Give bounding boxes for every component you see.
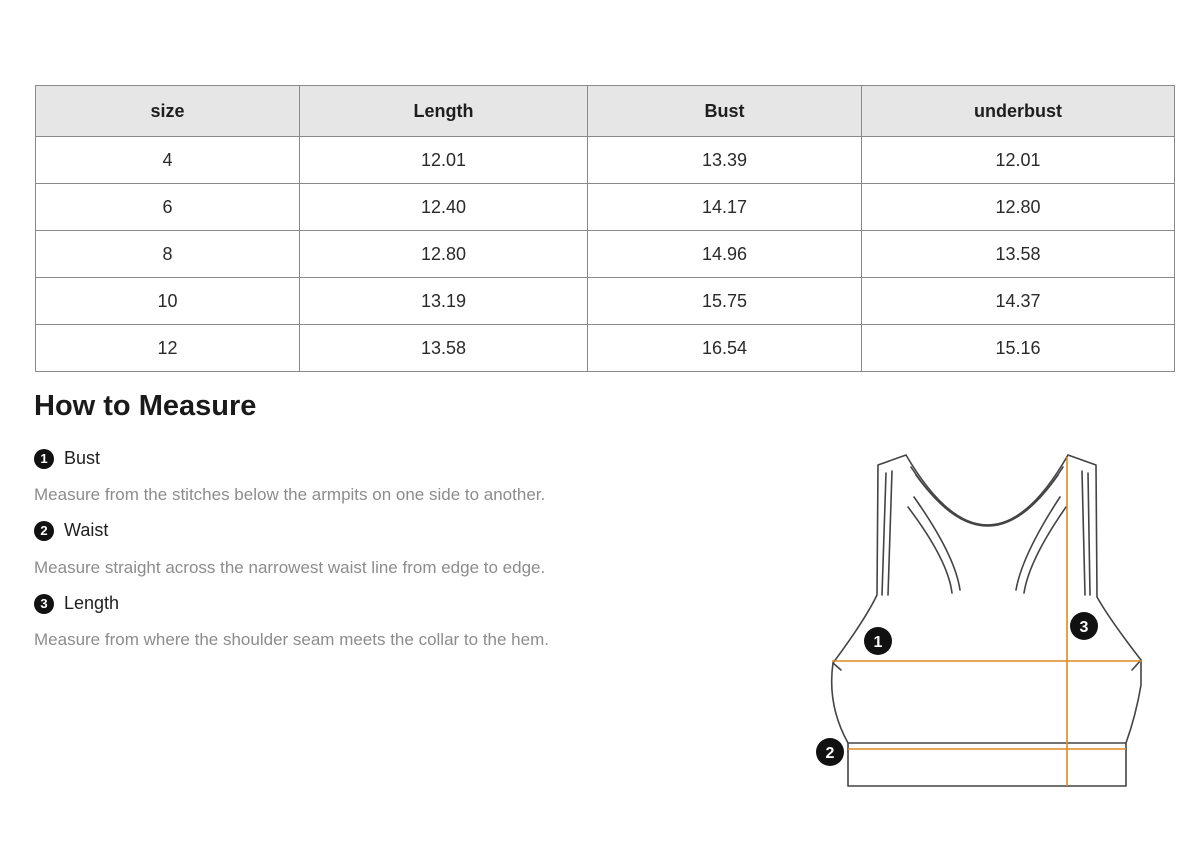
column-header-underbust: underbust [862, 86, 1175, 137]
step-bust [34, 448, 100, 469]
column-header-size: size [36, 86, 300, 137]
cell-size: 10 [36, 278, 300, 325]
cell-underbust: 14.37 [862, 278, 1175, 325]
marker-waist-label: 2 [825, 745, 835, 762]
cell-underbust: 15.16 [862, 325, 1175, 372]
step-waist [34, 520, 108, 541]
step-label: Bust [64, 448, 101, 468]
step-number-badge: 1 [34, 449, 54, 469]
cell-bust: 15.75 [588, 278, 862, 325]
step-length [34, 593, 119, 614]
cell-size: 6 [36, 184, 300, 231]
step-description: Measure from the stitches below the armpits on one side to another. [34, 485, 546, 504]
marker-bust-label: 1 [873, 634, 883, 651]
column-header-bust: Bust [588, 86, 862, 137]
marker-length-label: 3 [1079, 619, 1089, 636]
size-chart-table [35, 85, 1175, 372]
cell-underbust: 13.58 [862, 231, 1175, 278]
cell-length: 12.80 [300, 231, 588, 278]
marker-bust [864, 627, 892, 655]
sports-bra-illustration [810, 445, 1150, 795]
table-row [36, 184, 1175, 231]
table-row [36, 231, 1175, 278]
cell-length: 13.19 [300, 278, 588, 325]
cell-bust: 16.54 [588, 325, 862, 372]
cell-underbust: 12.80 [862, 184, 1175, 231]
step-description: Measure straight across the narrowest waist line from edge to edge. [34, 558, 546, 577]
how-to-measure-title: How to Measure [34, 390, 257, 422]
marker-length [1070, 612, 1098, 640]
cell-bust: 14.17 [588, 184, 862, 231]
cell-bust: 13.39 [588, 137, 862, 184]
table-row [36, 278, 1175, 325]
cell-size: 4 [36, 137, 300, 184]
step-label: Length [64, 593, 120, 613]
cell-bust: 14.96 [588, 231, 862, 278]
step-description: Measure from where the shoulder seam meets the collar to the hem. [34, 630, 549, 649]
cell-size: 8 [36, 231, 300, 278]
cell-length: 12.01 [300, 137, 588, 184]
table-row [36, 137, 1175, 184]
cell-underbust: 12.01 [862, 137, 1175, 184]
cell-length: 13.58 [300, 325, 588, 372]
step-label: Waist [64, 520, 109, 540]
step-number-badge: 2 [34, 521, 54, 541]
table-row [36, 325, 1175, 372]
column-header-length: Length [300, 86, 588, 137]
cell-size: 12 [36, 325, 300, 372]
table-header-row [36, 86, 1175, 137]
step-number-badge: 3 [34, 594, 54, 614]
cell-length: 12.40 [300, 184, 588, 231]
marker-waist [816, 738, 844, 766]
